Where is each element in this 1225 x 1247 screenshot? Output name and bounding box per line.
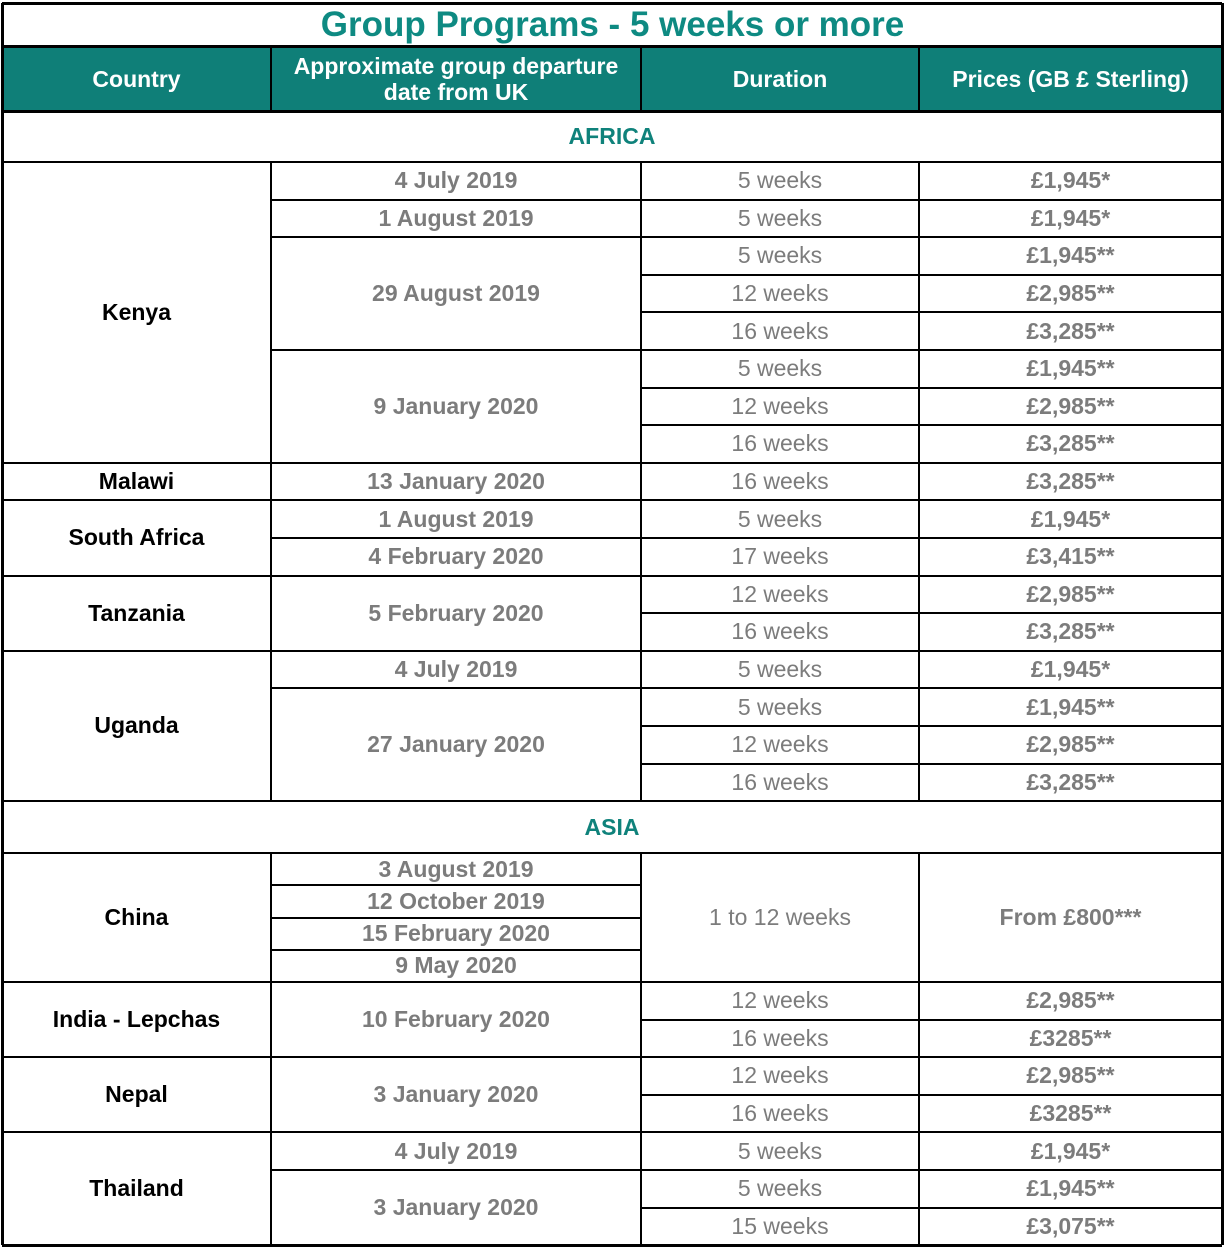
duration-value: 5 weeks [737, 242, 823, 269]
grid-line [640, 46, 642, 111]
duration-value: 12 weeks [731, 731, 829, 758]
departure-date: 1 August 2019 [378, 204, 534, 231]
price-value: £1,945** [1026, 355, 1115, 382]
duration-value: 5 weeks [737, 656, 823, 683]
grid-line [270, 1057, 272, 1132]
grid-line [270, 651, 272, 801]
departure-date: 4 July 2019 [394, 656, 518, 683]
departure-date: 4 July 2019 [394, 1137, 518, 1164]
grid-line [1, 3, 4, 1245]
price-value: £3,285** [1026, 618, 1115, 645]
grid-line [640, 1132, 642, 1245]
section-heading: ASIA [584, 813, 640, 840]
column-header-duration: Duration [641, 46, 919, 111]
price-value: £2,985** [1026, 392, 1115, 419]
departure-date: 27 January 2020 [367, 731, 545, 758]
country-name: India - Lepchas [52, 1006, 221, 1033]
duration-value: 1 to 12 weeks [709, 904, 851, 931]
grid-line [640, 853, 642, 982]
price-value: £3,285** [1026, 768, 1115, 795]
grid-line [2, 1244, 1222, 1247]
country-name: Uganda [94, 712, 179, 739]
country-name: Nepal [105, 1081, 168, 1108]
grid-line [2, 2, 1222, 5]
price-value: £1,945** [1026, 242, 1115, 269]
duration-value: 16 weeks [731, 1024, 829, 1051]
departure-date: 3 August 2019 [378, 855, 534, 882]
duration-value: 5 weeks [737, 355, 823, 382]
departure-date: 3 January 2020 [373, 1194, 539, 1221]
section-heading: AFRICA [568, 123, 656, 149]
departure-date: 10 February 2020 [362, 1006, 550, 1033]
price-value: £1,945* [1030, 167, 1111, 194]
grid-line [918, 982, 920, 1057]
departure-date: 15 February 2020 [362, 920, 550, 947]
price-value: £1,945** [1026, 1175, 1115, 1202]
price-value: £2,985** [1026, 987, 1115, 1014]
column-header-country: Country [2, 46, 271, 111]
departure-date: 4 February 2020 [368, 543, 544, 570]
price-value: From £800*** [999, 904, 1142, 931]
duration-value: 5 weeks [737, 693, 823, 720]
duration-value: 16 weeks [731, 1100, 829, 1127]
grid-line [918, 576, 920, 651]
column-header-prices: Prices (GB £ Sterling) [919, 46, 1222, 111]
departure-date: 29 August 2019 [372, 280, 540, 307]
duration-value: 5 weeks [737, 1137, 823, 1164]
price-value: £3285** [1029, 1100, 1112, 1127]
grid-line [640, 463, 642, 501]
price-value: £1,945* [1030, 656, 1111, 683]
price-value: £1,945* [1030, 1137, 1111, 1164]
grid-line [1221, 3, 1224, 1245]
grid-line [270, 500, 272, 575]
duration-value: 5 weeks [737, 1175, 823, 1202]
column-header-departure: Approximate group departure date from UK [271, 46, 641, 111]
duration-value: 12 weeks [731, 580, 829, 607]
duration-value: 5 weeks [737, 204, 823, 231]
price-value: £3,415** [1026, 543, 1115, 570]
grid-line [640, 982, 642, 1057]
price-value: £2,985** [1026, 280, 1115, 307]
country-name: South Africa [68, 524, 205, 551]
duration-value: 16 weeks [731, 768, 829, 795]
page-title: Group Programs - 5 weeks or more [320, 5, 905, 44]
grid-line [640, 500, 642, 575]
price-value: £2,985** [1026, 731, 1115, 758]
country-name: Kenya [101, 298, 172, 325]
grid-line [640, 162, 642, 463]
departure-date: 12 October 2019 [367, 887, 545, 914]
price-value: £1,945** [1026, 693, 1115, 720]
duration-value: 5 weeks [737, 167, 823, 194]
departure-date: 1 August 2019 [378, 505, 534, 532]
duration-value: 15 weeks [731, 1212, 829, 1239]
grid-line [640, 651, 642, 801]
grid-line [918, 853, 920, 982]
grid-line [918, 1132, 920, 1245]
departure-date: 9 January 2020 [373, 392, 539, 419]
grid-line [270, 1132, 272, 1245]
grid-line [918, 500, 920, 575]
grid-line [918, 651, 920, 801]
departure-date: 4 July 2019 [394, 167, 518, 194]
price-value: £2,985** [1026, 580, 1115, 607]
country-name: Tanzania [88, 599, 185, 626]
grid-line [270, 463, 272, 501]
grid-line [270, 982, 272, 1057]
grid-line [918, 46, 920, 111]
departure-date: 13 January 2020 [367, 468, 545, 495]
grid-line [640, 1057, 642, 1132]
country-name: China [104, 904, 169, 931]
grid-line [270, 46, 272, 111]
price-value: £3,285** [1026, 468, 1115, 495]
grid-line [918, 162, 920, 463]
departure-date: 9 May 2020 [395, 952, 517, 979]
price-value: £3,285** [1026, 430, 1115, 457]
duration-value: 17 weeks [731, 543, 829, 570]
duration-value: 16 weeks [731, 468, 829, 495]
price-value: £3,075** [1026, 1212, 1115, 1239]
grid-line [270, 853, 272, 982]
grid-line [270, 576, 272, 651]
country-name: Malawi [98, 468, 175, 495]
duration-value: 12 weeks [731, 987, 829, 1014]
duration-value: 16 weeks [731, 430, 829, 457]
country-name: Thailand [89, 1175, 184, 1202]
price-value: £3,285** [1026, 317, 1115, 344]
grid-line [2, 45, 1222, 48]
price-value: £1,945* [1030, 505, 1111, 532]
duration-value: 16 weeks [731, 618, 829, 645]
grid-line [918, 463, 920, 501]
departure-date: 5 February 2020 [368, 599, 544, 626]
grid-line [640, 576, 642, 651]
departure-date: 3 January 2020 [373, 1081, 539, 1108]
grid-line [918, 1057, 920, 1132]
duration-value: 16 weeks [731, 317, 829, 344]
duration-value: 12 weeks [731, 392, 829, 419]
duration-value: 5 weeks [737, 505, 823, 532]
price-value: £1,945* [1030, 204, 1111, 231]
price-value: £3285** [1029, 1024, 1112, 1051]
price-value: £2,985** [1026, 1062, 1115, 1089]
duration-value: 12 weeks [731, 1062, 829, 1089]
duration-value: 12 weeks [731, 280, 829, 307]
grid-line [270, 162, 272, 463]
